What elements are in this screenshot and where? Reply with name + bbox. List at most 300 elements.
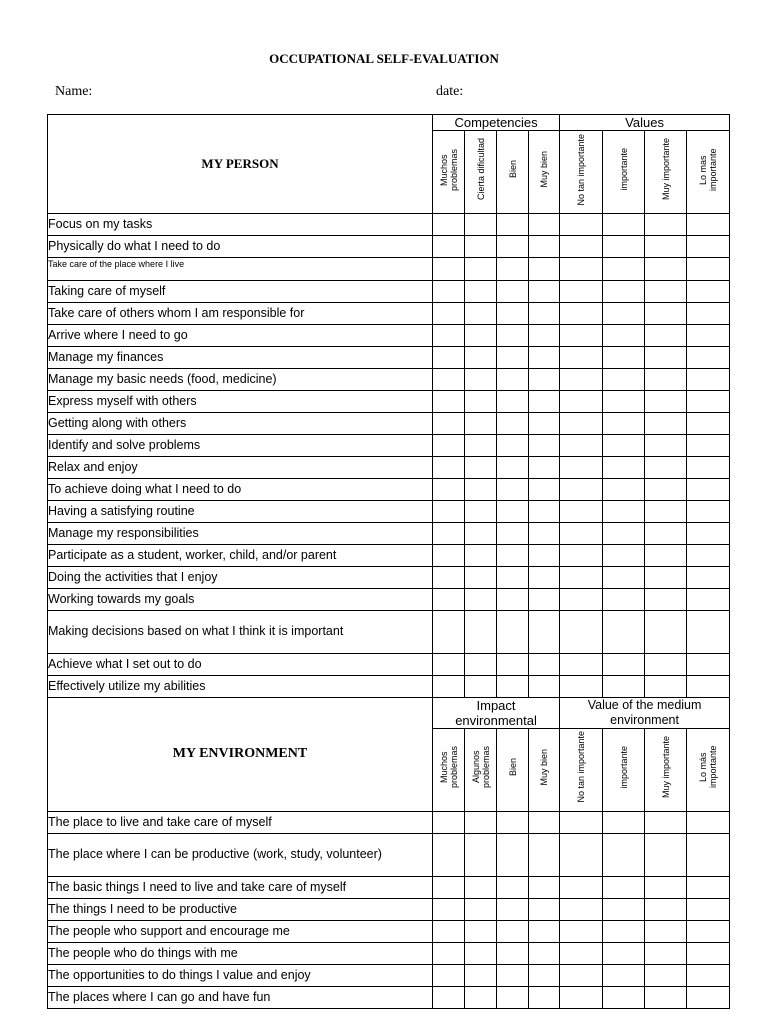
rating-cell[interactable] <box>645 588 687 610</box>
rating-cell[interactable] <box>645 675 687 697</box>
rating-cell[interactable] <box>529 522 560 544</box>
rating-cell[interactable] <box>560 898 603 920</box>
rating-cell[interactable] <box>497 280 529 302</box>
rating-cell[interactable] <box>465 522 497 544</box>
rating-cell[interactable] <box>529 324 560 346</box>
rating-cell[interactable] <box>529 258 560 281</box>
rating-cell[interactable] <box>497 653 529 675</box>
rating-cell[interactable] <box>529 280 560 302</box>
rating-cell[interactable] <box>560 811 603 833</box>
rating-cell[interactable] <box>560 675 603 697</box>
rating-cell[interactable] <box>497 898 529 920</box>
rating-cell[interactable] <box>560 833 603 876</box>
rating-cell[interactable] <box>645 456 687 478</box>
rating-cell[interactable] <box>560 920 603 942</box>
rating-cell[interactable] <box>645 280 687 302</box>
rating-cell[interactable] <box>433 566 465 588</box>
rating-cell[interactable] <box>497 302 529 324</box>
rating-cell[interactable] <box>497 500 529 522</box>
rating-cell[interactable] <box>465 675 497 697</box>
rating-cell[interactable] <box>560 500 603 522</box>
rating-cell[interactable] <box>465 412 497 434</box>
rating-cell[interactable] <box>433 390 465 412</box>
rating-cell[interactable] <box>687 544 730 566</box>
table-row <box>48 566 730 588</box>
person-column-header <box>687 131 730 214</box>
rating-cell[interactable] <box>465 390 497 412</box>
rating-cell[interactable] <box>687 368 730 390</box>
rating-cell[interactable] <box>433 456 465 478</box>
environment-column-label: Bien <box>507 758 518 777</box>
item-label: The place where I can be productive (work, study, volunteer) <box>48 833 433 876</box>
rating-cell[interactable] <box>560 368 603 390</box>
rating-cell[interactable] <box>645 986 687 1008</box>
rating-cell[interactable] <box>497 412 529 434</box>
rating-cell[interactable] <box>529 434 560 456</box>
rating-cell[interactable] <box>645 500 687 522</box>
environment-column-header <box>465 728 497 811</box>
rating-cell[interactable] <box>497 456 529 478</box>
rating-cell[interactable] <box>687 942 730 964</box>
item-label: The people who do things with me <box>48 942 433 964</box>
rating-cell[interactable] <box>603 456 645 478</box>
rating-cell[interactable] <box>433 964 465 986</box>
rating-cell[interactable] <box>465 500 497 522</box>
person-column-header <box>603 131 645 214</box>
item-label: Effectively utilize my abilities <box>48 675 433 697</box>
rating-cell[interactable] <box>603 675 645 697</box>
rating-cell[interactable] <box>645 214 687 236</box>
rating-cell[interactable] <box>687 412 730 434</box>
rating-cell[interactable] <box>603 986 645 1008</box>
person-column-label: Bien <box>507 160 518 179</box>
item-label: Identify and solve problems <box>48 434 433 456</box>
rating-cell[interactable] <box>645 920 687 942</box>
rating-cell[interactable] <box>687 876 730 898</box>
item-label: Take care of others whom I am responsible for <box>48 302 433 324</box>
rating-cell[interactable] <box>603 412 645 434</box>
rating-cell[interactable] <box>529 942 560 964</box>
rating-cell[interactable] <box>465 236 497 258</box>
rating-cell[interactable] <box>645 811 687 833</box>
rating-cell[interactable] <box>603 588 645 610</box>
person-column-label: No tan importante <box>576 133 587 206</box>
rating-cell[interactable] <box>497 236 529 258</box>
rating-cell[interactable] <box>497 434 529 456</box>
rating-cell[interactable] <box>497 942 529 964</box>
rating-cell[interactable] <box>603 478 645 500</box>
rating-cell[interactable] <box>433 610 465 653</box>
rating-cell[interactable] <box>433 346 465 368</box>
rating-cell[interactable] <box>465 346 497 368</box>
rating-cell[interactable] <box>687 434 730 456</box>
rating-cell[interactable] <box>645 324 687 346</box>
table-row <box>48 434 730 456</box>
rating-cell[interactable] <box>687 964 730 986</box>
rating-cell[interactable] <box>645 346 687 368</box>
table-row <box>48 390 730 412</box>
environment-column-label: Muy importante <box>660 736 671 799</box>
rating-cell[interactable] <box>603 258 645 281</box>
table-row <box>48 653 730 675</box>
rating-cell[interactable] <box>645 478 687 500</box>
item-label: The opportunities to do things I value and enjoy <box>48 964 433 986</box>
rating-cell[interactable] <box>687 986 730 1008</box>
rating-cell[interactable] <box>687 280 730 302</box>
values-header: Values <box>560 115 730 131</box>
rating-cell[interactable] <box>687 478 730 500</box>
rating-cell[interactable] <box>529 368 560 390</box>
rating-cell[interactable] <box>560 653 603 675</box>
rating-cell[interactable] <box>433 811 465 833</box>
rating-cell[interactable] <box>645 434 687 456</box>
rating-cell[interactable] <box>687 302 730 324</box>
rating-cell[interactable] <box>687 920 730 942</box>
rating-cell[interactable] <box>603 368 645 390</box>
environment-column-header <box>645 728 687 811</box>
rating-cell[interactable] <box>560 610 603 653</box>
rating-cell[interactable] <box>687 214 730 236</box>
rating-cell[interactable] <box>560 302 603 324</box>
rating-cell[interactable] <box>603 236 645 258</box>
rating-cell[interactable] <box>687 610 730 653</box>
rating-cell[interactable] <box>687 390 730 412</box>
rating-cell[interactable] <box>560 876 603 898</box>
rating-cell[interactable] <box>433 522 465 544</box>
item-label: Manage my finances <box>48 346 433 368</box>
rating-cell[interactable] <box>529 898 560 920</box>
environment-column-label: Muy bien <box>539 748 550 786</box>
item-label: Working towards my goals <box>48 588 433 610</box>
person-column-header <box>645 131 687 214</box>
rating-cell[interactable] <box>687 346 730 368</box>
rating-cell[interactable] <box>529 653 560 675</box>
environment-column-header <box>497 728 529 811</box>
rating-cell[interactable] <box>465 544 497 566</box>
rating-cell[interactable] <box>687 324 730 346</box>
item-label: Arrive where I need to go <box>48 324 433 346</box>
table-row <box>48 236 730 258</box>
rating-cell[interactable] <box>465 811 497 833</box>
item-label: The place to live and take care of myself <box>48 811 433 833</box>
table-row <box>48 214 730 236</box>
rating-cell[interactable] <box>433 412 465 434</box>
environment-column-header <box>603 728 645 811</box>
item-label: Manage my responsibilities <box>48 522 433 544</box>
rating-cell[interactable] <box>560 478 603 500</box>
rating-cell[interactable] <box>433 478 465 500</box>
rating-cell[interactable] <box>687 258 730 281</box>
rating-cell[interactable] <box>645 942 687 964</box>
rating-cell[interactable] <box>529 390 560 412</box>
rating-cell[interactable] <box>497 522 529 544</box>
rating-cell[interactable] <box>497 833 529 876</box>
table-row <box>48 920 730 942</box>
rating-cell[interactable] <box>465 258 497 281</box>
rating-cell[interactable] <box>465 302 497 324</box>
rating-cell[interactable] <box>645 390 687 412</box>
form-title: OCCUPATIONAL SELF-EVALUATION <box>269 51 499 66</box>
rating-cell[interactable] <box>433 214 465 236</box>
item-label: Taking care of myself <box>48 280 433 302</box>
rating-cell[interactable] <box>497 544 529 566</box>
rating-cell[interactable] <box>465 566 497 588</box>
rating-cell[interactable] <box>560 986 603 1008</box>
rating-cell[interactable] <box>433 324 465 346</box>
rating-cell[interactable] <box>603 522 645 544</box>
rating-cell[interactable] <box>529 811 560 833</box>
rating-cell[interactable] <box>497 588 529 610</box>
rating-cell[interactable] <box>465 833 497 876</box>
rating-cell[interactable] <box>603 434 645 456</box>
rating-cell[interactable] <box>497 324 529 346</box>
rating-cell[interactable] <box>560 280 603 302</box>
environment-column-header <box>687 728 730 811</box>
rating-cell[interactable] <box>433 258 465 281</box>
rating-cell[interactable] <box>687 522 730 544</box>
rating-cell[interactable] <box>603 390 645 412</box>
person-column-header <box>497 131 529 214</box>
self-evaluation-table <box>47 114 730 1009</box>
rating-cell[interactable] <box>560 214 603 236</box>
rating-cell[interactable] <box>603 280 645 302</box>
rating-cell[interactable] <box>603 302 645 324</box>
rating-cell[interactable] <box>603 544 645 566</box>
rating-cell[interactable] <box>433 544 465 566</box>
rating-cell[interactable] <box>433 833 465 876</box>
rating-cell[interactable] <box>560 412 603 434</box>
rating-cell[interactable] <box>433 500 465 522</box>
rating-cell[interactable] <box>687 811 730 833</box>
rating-cell[interactable] <box>465 588 497 610</box>
rating-cell[interactable] <box>433 588 465 610</box>
rating-cell[interactable] <box>645 653 687 675</box>
environment-column-label: importante <box>618 745 629 789</box>
item-label: Participate as a student, worker, child, and/or parent <box>48 544 433 566</box>
table-row <box>48 346 730 368</box>
rating-cell[interactable] <box>497 390 529 412</box>
rating-cell[interactable] <box>433 920 465 942</box>
rating-cell[interactable] <box>433 898 465 920</box>
rating-cell[interactable] <box>465 368 497 390</box>
rating-cell[interactable] <box>529 346 560 368</box>
rating-cell[interactable] <box>433 434 465 456</box>
rating-cell[interactable] <box>687 588 730 610</box>
rating-cell[interactable] <box>433 653 465 675</box>
rating-cell[interactable] <box>529 566 560 588</box>
person-column-header <box>560 131 603 214</box>
rating-cell[interactable] <box>603 811 645 833</box>
rating-cell[interactable] <box>529 675 560 697</box>
rating-cell[interactable] <box>529 544 560 566</box>
rating-cell[interactable] <box>433 675 465 697</box>
rating-cell[interactable] <box>603 500 645 522</box>
rating-cell[interactable] <box>497 346 529 368</box>
rating-cell[interactable] <box>560 942 603 964</box>
rating-cell[interactable] <box>560 324 603 346</box>
rating-cell[interactable] <box>560 434 603 456</box>
rating-cell[interactable] <box>687 236 730 258</box>
rating-cell[interactable] <box>465 214 497 236</box>
person-column-label: Muchos problemas <box>438 148 459 191</box>
table-row <box>48 500 730 522</box>
rating-cell[interactable] <box>465 942 497 964</box>
rating-cell[interactable] <box>687 500 730 522</box>
person-column-label: Muy importante <box>660 138 671 201</box>
rating-cell[interactable] <box>529 833 560 876</box>
rating-cell[interactable] <box>465 653 497 675</box>
rating-cell[interactable] <box>529 236 560 258</box>
rating-cell[interactable] <box>529 412 560 434</box>
rating-cell[interactable] <box>560 544 603 566</box>
rating-cell[interactable] <box>433 986 465 1008</box>
rating-cell[interactable] <box>497 986 529 1008</box>
rating-cell[interactable] <box>687 898 730 920</box>
rating-cell[interactable] <box>465 324 497 346</box>
rating-cell[interactable] <box>497 675 529 697</box>
rating-cell[interactable] <box>645 412 687 434</box>
rating-cell[interactable] <box>433 280 465 302</box>
rating-cell[interactable] <box>687 833 730 876</box>
rating-cell[interactable] <box>603 833 645 876</box>
rating-cell[interactable] <box>465 478 497 500</box>
item-label: Making decisions based on what I think it is important <box>48 610 433 653</box>
person-column-header <box>529 131 560 214</box>
rating-cell[interactable] <box>497 478 529 500</box>
table-row <box>48 675 730 697</box>
rating-cell[interactable] <box>529 302 560 324</box>
rating-cell[interactable] <box>497 920 529 942</box>
rating-cell[interactable] <box>603 214 645 236</box>
table-row <box>48 986 730 1008</box>
rating-cell[interactable] <box>603 346 645 368</box>
rating-cell[interactable] <box>645 302 687 324</box>
rating-cell[interactable] <box>645 236 687 258</box>
environment-column-header <box>529 728 560 811</box>
rating-cell[interactable] <box>465 898 497 920</box>
rating-cell[interactable] <box>433 302 465 324</box>
rating-cell[interactable] <box>497 610 529 653</box>
rating-cell[interactable] <box>645 544 687 566</box>
rating-cell[interactable] <box>645 566 687 588</box>
item-label: Physically do what I need to do <box>48 236 433 258</box>
rating-cell[interactable] <box>465 986 497 1008</box>
rating-cell[interactable] <box>465 920 497 942</box>
rating-cell[interactable] <box>603 566 645 588</box>
rating-cell[interactable] <box>687 566 730 588</box>
date-label: date: <box>436 84 464 99</box>
rating-cell[interactable] <box>465 964 497 986</box>
item-label: Having a satisfying routine <box>48 500 433 522</box>
name-label: Name: <box>55 84 93 99</box>
rating-cell[interactable] <box>603 876 645 898</box>
item-label: Getting along with others <box>48 412 433 434</box>
item-label: Take care of the place where I live <box>48 258 433 281</box>
rating-cell[interactable] <box>560 258 603 281</box>
item-label: Relax and enjoy <box>48 456 433 478</box>
rating-cell[interactable] <box>687 456 730 478</box>
rating-cell[interactable] <box>560 522 603 544</box>
rating-cell[interactable] <box>687 675 730 697</box>
item-label: To achieve doing what I need to do <box>48 478 433 500</box>
rating-cell[interactable] <box>603 898 645 920</box>
rating-cell[interactable] <box>465 610 497 653</box>
impact-environmental-header: Impact environmental <box>433 697 560 728</box>
rating-cell[interactable] <box>529 986 560 1008</box>
rating-cell[interactable] <box>645 898 687 920</box>
value-medium-environment-header: Value of the medium environment <box>560 697 730 728</box>
rating-cell[interactable] <box>560 390 603 412</box>
rating-cell[interactable] <box>529 920 560 942</box>
table-row <box>48 478 730 500</box>
rating-cell[interactable] <box>687 653 730 675</box>
rating-cell[interactable] <box>603 610 645 653</box>
rating-cell[interactable] <box>560 236 603 258</box>
rating-cell[interactable] <box>645 876 687 898</box>
rating-cell[interactable] <box>603 942 645 964</box>
rating-cell[interactable] <box>645 368 687 390</box>
rating-cell[interactable] <box>465 280 497 302</box>
rating-cell[interactable] <box>433 236 465 258</box>
rating-cell[interactable] <box>529 478 560 500</box>
rating-cell[interactable] <box>433 942 465 964</box>
rating-cell[interactable] <box>645 258 687 281</box>
rating-cell[interactable] <box>603 653 645 675</box>
rating-cell[interactable] <box>529 964 560 986</box>
rating-cell[interactable] <box>497 566 529 588</box>
table-row <box>48 898 730 920</box>
rating-cell[interactable] <box>560 456 603 478</box>
table-row <box>48 811 730 833</box>
rating-cell[interactable] <box>560 346 603 368</box>
table-row <box>48 588 730 610</box>
table-row <box>48 368 730 390</box>
person-column-label: Lo mas importante <box>698 148 719 191</box>
rating-cell[interactable] <box>603 324 645 346</box>
rating-cell[interactable] <box>529 214 560 236</box>
rating-cell[interactable] <box>529 876 560 898</box>
table-row <box>48 522 730 544</box>
table-row <box>48 833 730 876</box>
rating-cell[interactable] <box>497 964 529 986</box>
rating-cell[interactable] <box>497 258 529 281</box>
rating-cell[interactable] <box>560 588 603 610</box>
rating-cell[interactable] <box>560 566 603 588</box>
rating-cell[interactable] <box>465 456 497 478</box>
rating-cell[interactable] <box>529 610 560 653</box>
rating-cell[interactable] <box>497 811 529 833</box>
rating-cell[interactable] <box>645 522 687 544</box>
rating-cell[interactable] <box>645 833 687 876</box>
rating-cell[interactable] <box>603 964 645 986</box>
rating-cell[interactable] <box>497 876 529 898</box>
my-environment-heading: MY ENVIRONMENT <box>48 697 433 811</box>
rating-cell[interactable] <box>497 214 529 236</box>
item-label: Manage my basic needs (food, medicine) <box>48 368 433 390</box>
rating-cell[interactable] <box>529 588 560 610</box>
rating-cell[interactable] <box>433 876 465 898</box>
rating-cell[interactable] <box>645 964 687 986</box>
rating-cell[interactable] <box>529 456 560 478</box>
rating-cell[interactable] <box>497 368 529 390</box>
rating-cell[interactable] <box>645 610 687 653</box>
rating-cell[interactable] <box>465 876 497 898</box>
rating-cell[interactable] <box>465 434 497 456</box>
rating-cell[interactable] <box>603 920 645 942</box>
rating-cell[interactable] <box>560 964 603 986</box>
rating-cell[interactable] <box>529 500 560 522</box>
rating-cell[interactable] <box>433 368 465 390</box>
